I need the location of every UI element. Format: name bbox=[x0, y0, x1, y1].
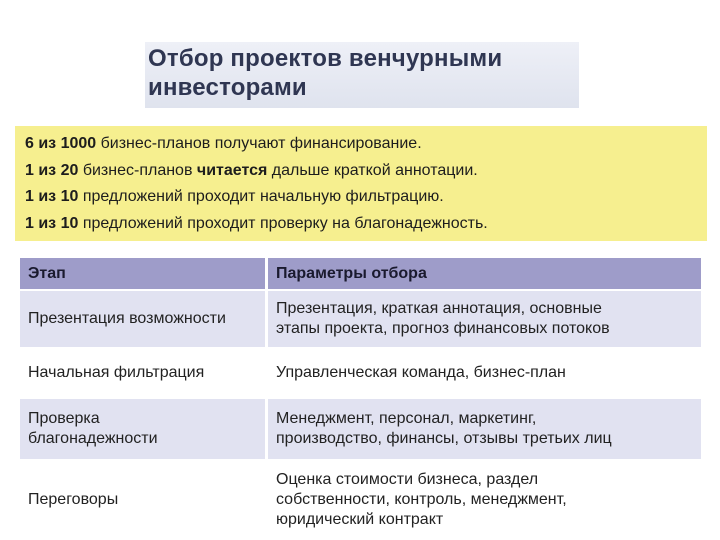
fact-3-text: предложений проходит начальную фильтрацию. bbox=[78, 188, 444, 205]
table-header-row bbox=[20, 258, 701, 289]
fact-3-figure: 1 из 10 bbox=[25, 188, 79, 205]
table-row bbox=[20, 291, 701, 347]
fact-line-3 bbox=[25, 184, 707, 211]
table-row bbox=[20, 461, 701, 539]
params-cell: Управленческая команда, бизнес-план bbox=[268, 349, 701, 397]
fact-2-emphasis: читается bbox=[196, 161, 268, 179]
selection-table bbox=[15, 254, 707, 540]
fact-1-figure: 6 из 1000 bbox=[25, 135, 97, 152]
header-parameters: Параметры отбора bbox=[268, 258, 701, 289]
params-cell: Оценка стоимости бизнеса, раздел собственности, контроль, менеджмент, юридический контракт bbox=[268, 461, 701, 539]
fact-4-text: предложений проходит проверку на благонадежность. bbox=[78, 214, 488, 232]
slide-title-line-2: инвесторами bbox=[148, 74, 307, 101]
fact-line-2 bbox=[25, 158, 707, 185]
slide-title-line-1: Отбор проектов венчурными bbox=[148, 45, 503, 72]
fact-2-figure: 1 из 20 bbox=[25, 161, 79, 179]
stage-cell: Начальная фильтрация bbox=[20, 349, 265, 397]
fact-2-text: бизнес-планов bbox=[78, 161, 197, 179]
fact-1-text: бизнес-планов получают финансирование. bbox=[96, 135, 422, 152]
fact-line-1 bbox=[25, 131, 707, 158]
fact-line-4 bbox=[25, 211, 707, 238]
fact-2-text-end: дальше краткой аннотации. bbox=[267, 161, 478, 179]
facts-box bbox=[15, 126, 707, 241]
stage-cell: Презентация возможности bbox=[20, 291, 265, 347]
table-row bbox=[20, 399, 701, 459]
slide-title bbox=[148, 44, 502, 102]
stage-cell: Проверка благонадежности bbox=[20, 399, 265, 459]
header-stage: Этап bbox=[20, 258, 265, 289]
fact-4-figure: 1 из 10 bbox=[25, 214, 79, 232]
params-cell: Менеджмент, персонал, маркетинг, производство, финансы, отзывы третьих лиц bbox=[268, 399, 701, 459]
params-cell: Презентация, краткая аннотация, основные этапы проекта, прогноз финансовых потоков bbox=[268, 291, 701, 347]
stage-cell: Переговоры bbox=[20, 461, 265, 539]
table-row bbox=[20, 349, 701, 397]
